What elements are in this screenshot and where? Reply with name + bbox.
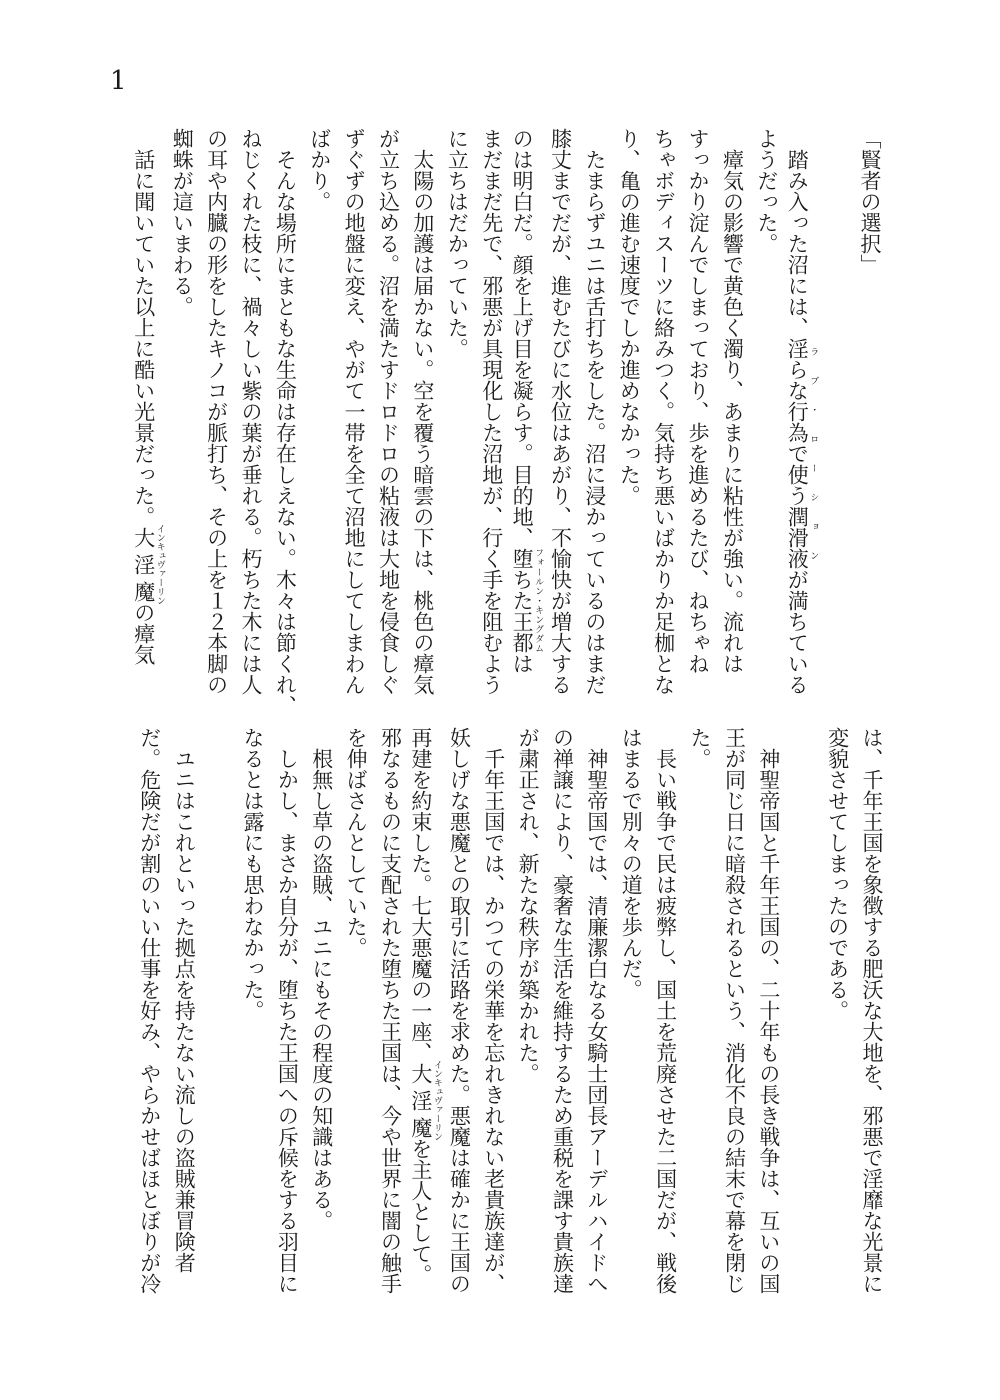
ruby-text: フォールン・キングダム (533, 548, 544, 653)
text-line: まだまだ先で、邪悪が具現化した沼地が、行く手を阻むよう (479, 128, 504, 695)
text-line: そんな場所にまともな生命は存在しえない。木々は節くれ、 (273, 128, 298, 716)
text-segment: は (510, 653, 535, 674)
text-line: 妖しげな悪魔との取引に活路を求めた。悪魔は確かに王国の (447, 727, 472, 1294)
text-line: が立ち込める。沼を満たすドロドロの粘液は大地を侵食しぐ (376, 128, 401, 695)
blank-line (818, 128, 852, 698)
text-block-upper (130, 128, 887, 716)
ruby-base: 堕ちた王都 (510, 548, 535, 653)
text-block-lower (132, 727, 889, 1297)
ruby-annotation (131, 524, 165, 605)
text-line: 神聖帝国と千年王国の、二十年もの長き戦争は、互いの国 (756, 727, 781, 1294)
text-segment: のは明白だ。顔を上げ目を凝らす。目的地、 (510, 128, 535, 548)
text-line: 根無し草の盗賊、ユニにもその程度の知識はある。 (309, 727, 334, 1231)
text-line: 蜘蛛が這いまわる。 (170, 128, 195, 317)
ruby-base: 大淫魔 (408, 1060, 433, 1141)
text-line (408, 727, 442, 1297)
text-line: はまるで別々の道を歩んだ。 (619, 727, 644, 1000)
text-line: 膝丈までだが、進むたびに水位はあがり、不愉快が増大する (548, 128, 573, 695)
text-line: ちゃボディスーツに絡みつく。気持ち悪いばかりか足枷とな (651, 128, 676, 695)
text-line: しかし、まさか自分が、堕ちた王国への斥候をする羽目に (275, 727, 300, 1294)
text-line (509, 128, 543, 698)
page-number: 1 (110, 66, 127, 96)
text-line: 長い戦争で民は疲弊し、国土を荒廃させた二国だが、戦後 (653, 727, 678, 1294)
text-line: 太陽の加護は届かない。空を覆う暗雲の下は、桃色の瘴気 (410, 128, 435, 695)
text-line (784, 128, 818, 698)
ruby-text: ラブ・ローション (808, 338, 819, 569)
text-segment: 話に聞いていた以上に酷い光景だった。 (131, 128, 156, 527)
text-line: なるとは露にも思わなかった。 (240, 727, 265, 1021)
text-line: ばかり。 (307, 128, 332, 212)
blank-line (786, 727, 820, 1297)
text-segment: 踏み入った沼には、 (785, 128, 810, 338)
ruby-text: インキュヴァーリン (154, 524, 165, 605)
text-segment: 再建を約束した。七大悪魔の一座、 (408, 727, 433, 1063)
text-line: の禅譲により、豪奢な生活を維持するため重税を課す貴族達 (550, 727, 575, 1294)
blank-line (201, 727, 235, 1297)
text-line: は、千年王国を象徴する肥沃な大地を、邪悪で淫靡な光景に (860, 727, 884, 1294)
text-line: ずぐずの地盤に変え、やがて一帯を全て沼地にしてしまわん (342, 128, 367, 695)
text-line: た。 (688, 727, 713, 769)
text-line: の耳や内臓の形をしたキノコが脈打ち、その上を１２本脚の (204, 128, 229, 695)
text-line: が粛正され、新たな秩序が築かれた。 (516, 727, 541, 1084)
text-line: 千年王国では、かつての栄華を忘れきれない老貴族達が、 (481, 727, 506, 1294)
ruby-annotation (510, 548, 544, 653)
ruby-base: 大淫魔 (131, 524, 156, 605)
text-line: 瘴気の影響で黄色く濁り、あまりに粘性が強い。流れは (720, 128, 745, 674)
text-line: 王が同じ日に暗殺されるという、消化不良の結末で幕を閉じ (722, 727, 747, 1294)
ruby-annotation (408, 1060, 442, 1141)
text-line: 変貌させてしまったのである。 (825, 727, 850, 1021)
text-line (130, 128, 164, 698)
ruby-base: 淫らな行為で使う潤滑液 (785, 338, 810, 569)
text-line: ようだった。 (754, 128, 779, 254)
text-line: り、亀の進む速度でしか進めなかった。 (617, 128, 642, 506)
ruby-text: インキュヴァーリン (431, 1060, 442, 1141)
text-line: 神聖帝国では、清廉潔白なる女騎士団長アーデルハイドへ (584, 727, 609, 1294)
text-line: たまらずユニは舌打ちをした。沼に浸かっているのはまだ (582, 128, 607, 695)
text-segment: を主人として。 (408, 1138, 433, 1285)
chapter-title: 「賢者の選択」 (858, 128, 882, 275)
text-segment: が満ちている (785, 569, 810, 695)
text-line: ねじくれた枝に、禍々しい紫の葉が垂れる。朽ちた木には人 (238, 128, 263, 695)
text-line: に立ちはだかっていた。 (445, 128, 470, 359)
text-line: 邪なるものに支配された堕ちた王国は、今や世界に闇の触手 (378, 727, 403, 1294)
text-line: だ。危険だが割のいい仕事を好み、やらかせばほとぼりが冷 (137, 727, 162, 1294)
text-segment: の瘴気 (131, 602, 156, 665)
text-line: ユニはこれといった拠点を持たない流しの盗賊兼冒険者 (172, 727, 197, 1273)
ruby-annotation (785, 338, 819, 569)
text-line: を伸ばさんとしていた。 (344, 727, 369, 958)
text-line: すっかり淀んでしまっており、歩を進めるたび、ねちゃね (686, 128, 711, 674)
